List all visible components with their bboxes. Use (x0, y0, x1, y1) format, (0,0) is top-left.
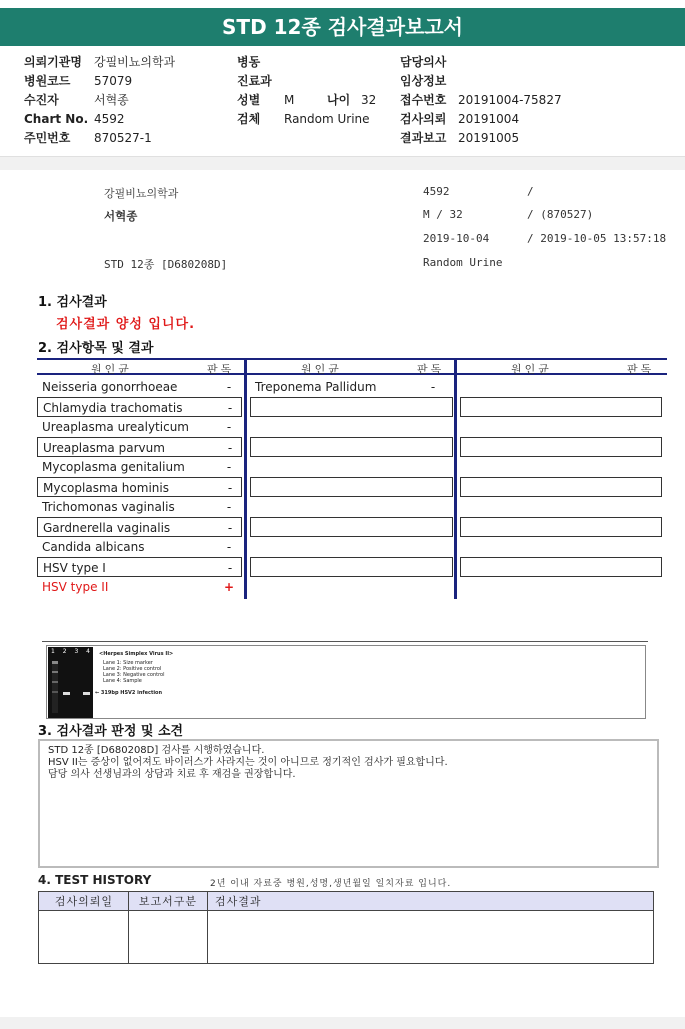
header-field (24, 72, 175, 91)
header-field (237, 72, 370, 91)
report-title: STD 12종 검사결과보고서 (0, 8, 685, 46)
info-patient: 서혁종 (104, 209, 138, 223)
section-4-title: 4. TEST HISTORY (38, 873, 152, 887)
header-column-1 (24, 53, 175, 148)
organism-result: - (226, 460, 232, 474)
gel-band (63, 692, 70, 695)
header-label: 병동 (237, 55, 261, 69)
organism-result: + (224, 580, 235, 594)
header-value: 4592 (94, 112, 125, 126)
header-label: 성별 (237, 93, 261, 107)
header-label: 수진자 (24, 93, 59, 107)
empty-result-cell (250, 397, 453, 417)
empty-result-cell (460, 557, 662, 577)
section-1-title: 1. 검사결과 (38, 295, 107, 310)
header-label: 의뢰기관명 (24, 55, 82, 69)
info-hospital: 강필비뇨의학과 (104, 187, 179, 200)
section-divider (0, 156, 685, 170)
result-row (37, 477, 242, 497)
history-col-request-date: 검사의뢰일 (54, 895, 114, 908)
organism-name: Candida albicans (42, 540, 145, 554)
organism-result: - (227, 561, 233, 575)
result-row (37, 397, 242, 417)
organism-name: HSV type I (43, 561, 106, 575)
col-header-organism: 원인균 (511, 363, 552, 376)
result-row (37, 497, 242, 517)
empty-result-cell (250, 477, 453, 497)
header-value: 20191004-75827 (458, 93, 562, 107)
info-birth: / (870527) (527, 208, 594, 221)
section-2-title: 2. 검사항목 및 결과 (38, 341, 154, 356)
empty-result-cell (460, 397, 662, 417)
age-value: 32 (361, 93, 377, 107)
organism-result: - (226, 540, 232, 554)
header-label: Chart No. (24, 112, 89, 126)
gel-band (83, 692, 90, 695)
column-divider (244, 358, 247, 599)
results-table (37, 358, 667, 594)
opinion-line: STD 12종 [D680208D] 검사를 시행하였습니다. (48, 745, 265, 756)
header-field (237, 91, 377, 110)
gel-image (48, 647, 93, 718)
header-value: 강필비뇨의학과 (94, 55, 176, 69)
history-divider (128, 892, 129, 963)
header-value: M (284, 93, 295, 107)
opinion-line: 담당 의사 선생님과의 상담과 치료 후 재검을 권장합니다. (48, 769, 296, 780)
organism-name: Mycoplasma hominis (43, 481, 169, 495)
header-field (237, 53, 370, 72)
organism-result: - (227, 441, 233, 455)
header-field (400, 129, 562, 148)
gel-legend-item: Lane 3: Negative control (103, 672, 165, 678)
result-row (37, 437, 242, 457)
header-field (24, 129, 175, 148)
history-note: 2년 이내 자료중 병원,성명,생년월일 일치자료 입니다. (210, 879, 452, 889)
header-field (24, 110, 175, 129)
gel-band-note: ← 319bp HSV2 infection (95, 690, 163, 696)
opinion-box (38, 739, 659, 868)
positive-result: 검사결과 양성 입니다. (56, 317, 196, 332)
organism-result: - (227, 481, 233, 495)
header-label: 임상정보 (400, 74, 447, 88)
gel-legend-item: Lane 2: Positive control (103, 666, 162, 672)
header-label: 결과보고 (400, 131, 447, 145)
header-column-2 (237, 53, 377, 129)
col-header-organism: 원인균 (301, 363, 342, 376)
organism-result: - (227, 401, 233, 415)
header-value: Random Urine (284, 112, 370, 126)
organism-result: - (227, 521, 233, 535)
empty-result-cell (460, 517, 662, 537)
opinion-line: HSV II는 증상이 없어져도 바이러스가 사라지는 것이 아니므로 정기적인 검사가 필요합니다. (48, 757, 448, 768)
organism-name: Chlamydia trachomatis (43, 401, 183, 415)
header-label: 담당의사 (400, 55, 447, 69)
header-label: 검체 (237, 112, 261, 126)
info-specimen: Random Urine (423, 256, 503, 269)
col-header-judge: 판독 (207, 363, 235, 376)
gel-legend-item: Lane 4: Sample (103, 678, 142, 684)
organism-result: - (226, 380, 232, 394)
header-column-3 (400, 53, 562, 148)
gel-lane-numbers: 1 2 3 4 (51, 648, 93, 655)
organism-name: Ureaplasma urealyticum (42, 420, 189, 434)
section-3-title: 3. 검사결과 판정 및 소견 (38, 724, 184, 739)
column-divider (454, 358, 457, 599)
header-field (24, 53, 175, 72)
header-field (237, 110, 370, 129)
gel-frame (46, 645, 646, 719)
organism-name: Gardnerella vaginalis (43, 521, 171, 535)
result-row (37, 457, 242, 477)
empty-result-cell (250, 557, 453, 577)
organism-name: Neisseria gonorrhoeae (42, 380, 178, 394)
header-value: 870527-1 (94, 131, 152, 145)
history-col-result: 검사결과 (215, 895, 262, 908)
header-label: 병원코드 (24, 74, 71, 88)
header-field (400, 53, 562, 72)
organism-result: - (226, 500, 232, 514)
col-header-judge: 판독 (627, 363, 655, 376)
info-sex-age: M / 32 (423, 208, 463, 221)
organism-result: - (226, 420, 232, 434)
organism-name: Mycoplasma genitalium (42, 460, 185, 474)
header-value: 서혁종 (94, 93, 129, 107)
header-value: 20191004 (458, 112, 520, 126)
info-slash: / (527, 185, 534, 198)
result-row (37, 417, 242, 437)
result-row (250, 377, 453, 397)
result-row-positive (37, 577, 242, 597)
organism-name: Trichomonas vaginalis (42, 500, 175, 514)
info-chart: 4592 (423, 185, 450, 198)
header-field (400, 110, 562, 129)
header-label: 주민번호 (24, 131, 71, 145)
info-date-request: 2019-10-04 (423, 232, 490, 245)
header-label: 진료과 (237, 74, 272, 88)
header-field (400, 72, 562, 91)
footer-band (0, 1017, 685, 1029)
history-table (38, 891, 654, 964)
info-date-report: / 2019-10-05 13:57:18 (527, 232, 667, 245)
result-row (37, 557, 242, 577)
organism-result: - (430, 380, 436, 394)
header-label: 접수번호 (400, 93, 447, 107)
result-row (37, 377, 242, 397)
empty-result-cell (460, 437, 662, 457)
gel-figure (42, 641, 648, 719)
gel-marker-lane (52, 661, 58, 713)
info-test: STD 12종 [D680208D] (104, 258, 228, 271)
header-value: 20191005 (458, 131, 520, 145)
col-header-judge: 판독 (417, 363, 445, 376)
empty-result-cell (460, 477, 662, 497)
gel-title: <Herpes Simplex Virus II> (99, 651, 174, 657)
organism-name: Ureaplasma parvum (43, 441, 165, 455)
history-header-row (39, 892, 653, 911)
age-label: 나이 (327, 93, 351, 107)
col-header-organism: 원인균 (91, 363, 132, 376)
history-col-report-type: 보고서구분 (138, 895, 198, 908)
header-value: 57079 (94, 74, 133, 88)
empty-result-cell (250, 437, 453, 457)
results-table-header (37, 358, 667, 375)
organism-name: HSV type II (42, 580, 109, 594)
header-field (24, 91, 175, 110)
header-label: 검사의뢰 (400, 112, 447, 126)
result-row (37, 517, 242, 537)
gel-caption (99, 651, 173, 684)
result-row (37, 537, 242, 557)
gel-legend-item: Lane 1: Size marker (103, 660, 153, 666)
empty-result-cell (250, 517, 453, 537)
header-field (400, 91, 562, 110)
organism-name: Treponema Pallidum (255, 380, 377, 394)
history-divider (207, 892, 208, 963)
